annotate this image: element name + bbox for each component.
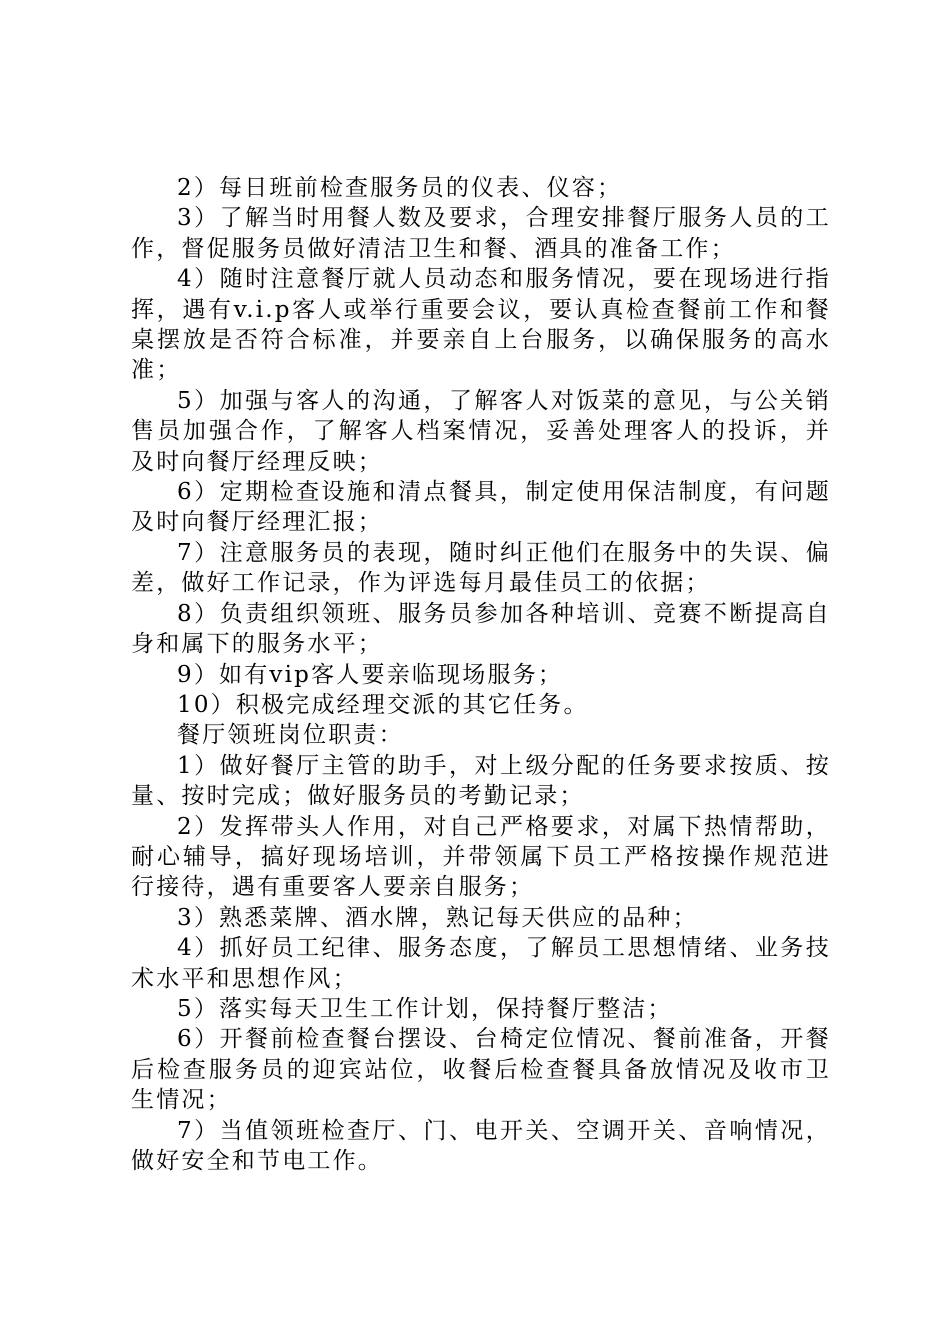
paragraph-captain-duty-4: 4）抓好员工纪律、服务态度，了解员工思想情绪、业务技术水平和思想作风； — [131, 935, 831, 992]
paragraph-supervisor-duty-9: 9）如有vip客人要亲临现场服务； — [177, 661, 564, 688]
paragraph-supervisor-duty-5: 5）加强与客人的沟通，了解客人对饭菜的意见，与公关销售员加强合作，了解客人档案情况，妥善处理客人的投诉，并及时向餐厅经理反映； — [131, 387, 831, 475]
paragraph-supervisor-duty-6: 6）定期检查设施和清点餐具，制定使用保洁制度，有问题及时向餐厅经理汇报； — [131, 479, 831, 536]
paragraph-supervisor-duty-4: 4）随时注意餐厅就人员动态和服务情况，要在现场进行指挥，遇有v.i.p客人或举行重要会议，要认真检查餐前工作和餐桌摆放是否符合标准，并要亲自上台服务，以确保服务的高水准； — [131, 266, 831, 384]
paragraph-captain-duty-7: 7）当值领班检查厅、门、电开关、空调开关、音响情况，做好安全和节电工作。 — [131, 1117, 831, 1174]
paragraph-supervisor-duty-7: 7）注意服务员的表现，随时纠正他们在服务中的失误、偏差，做好工作记录，作为评选每月最佳员工的依据； — [131, 539, 831, 597]
paragraph-captain-duty-2: 2）发挥带头人作用，对自己严格要求，对属下热情帮助，耐心辅导，搞好现场培训，并带领属下员工严格按操作规范进行接待，遇有重要客人要亲自服务； — [131, 813, 831, 901]
document-page — [131, 173, 831, 1176]
section-heading-captain-duties: 餐厅领班岗位职责： — [177, 722, 404, 749]
paragraph-captain-duty-5: 5）落实每天卫生工作计划，保持餐厅整洁； — [177, 995, 673, 1022]
paragraph-captain-duty-1: 1）做好餐厅主管的助手，对上级分配的任务要求按质、按量、按时完成；做好服务员的考勤记录； — [131, 752, 831, 810]
paragraph-supervisor-duty-10: 10）积极完成经理交派的其它任务。 — [177, 691, 589, 718]
paragraph-supervisor-duty-2: 2）每日班前检查服务员的仪表、仪容； — [177, 175, 623, 201]
paragraph-supervisor-duty-3: 3）了解当时用餐人数及要求，合理安排餐厅服务人员的工作，督促服务员做好清洁卫生和餐、酒具的准备工作； — [131, 205, 831, 262]
paragraph-captain-duty-3: 3）熟悉菜牌、酒水牌，熟记每天供应的品种； — [177, 904, 698, 931]
paragraph-captain-duty-6: 6）开餐前检查餐台摆设、台椅定位情况、餐前准备，开餐后检查服务员的迎宾站位，收餐后检查餐具备放情况及收市卫生情况； — [131, 1026, 831, 1114]
paragraph-supervisor-duty-8: 8）负责组织领班、服务员参加各种培训、竞赛不断提高自身和属下的服务水平； — [131, 600, 831, 658]
